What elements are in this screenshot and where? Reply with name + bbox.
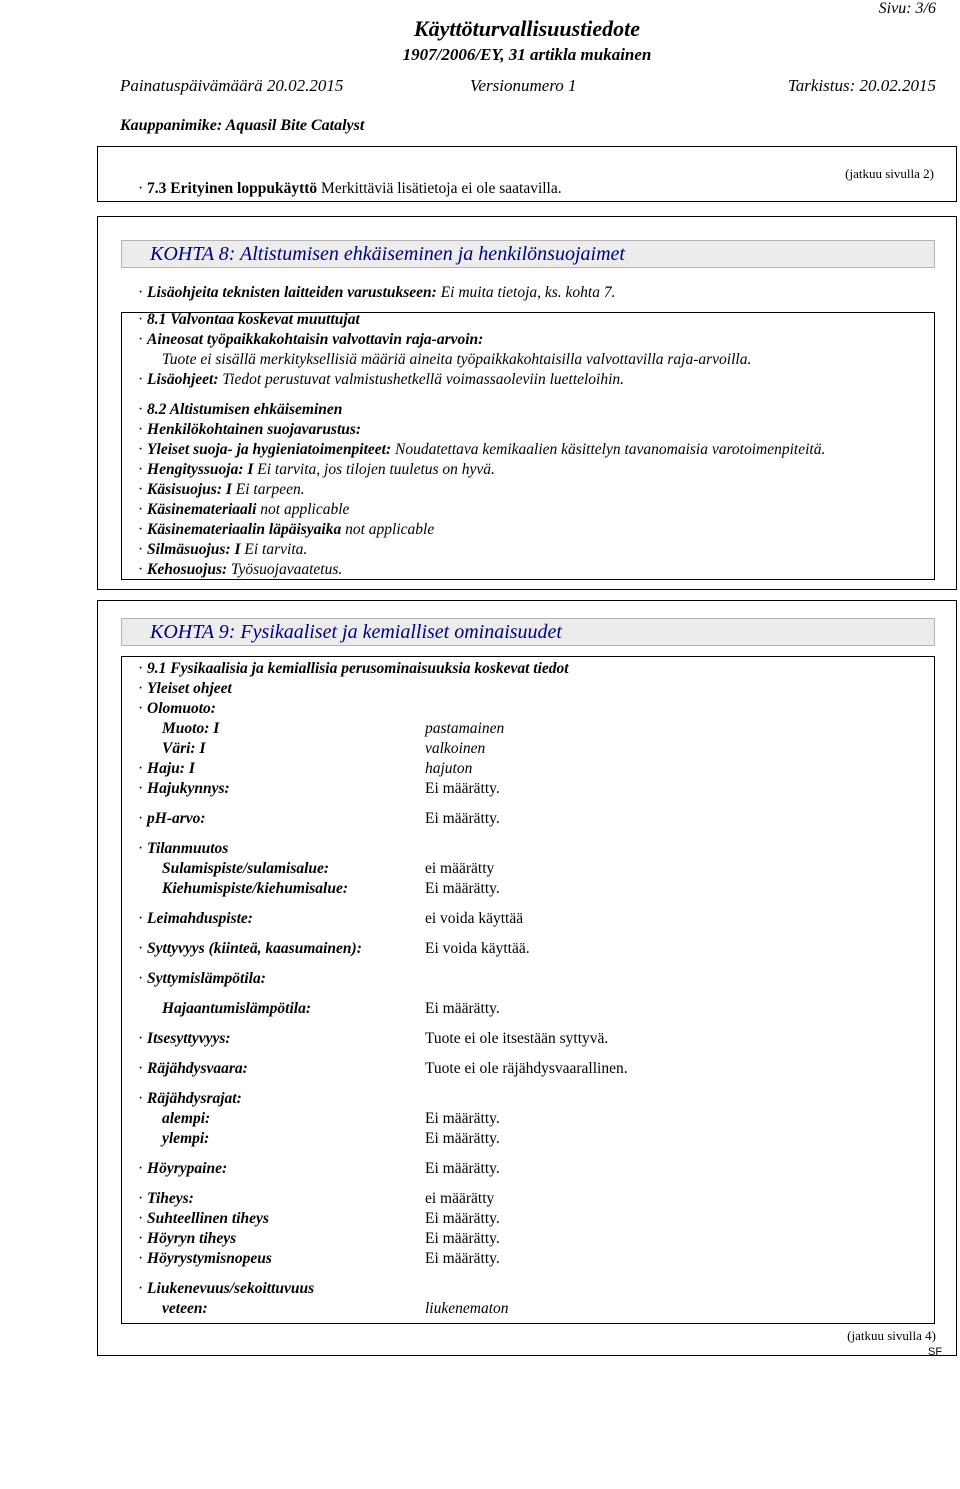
explosion-danger-value: Tuote ei ole räjähdysvaarallinen. (425, 1060, 628, 1077)
odour-value: hajuton (425, 760, 473, 777)
ph-value: Ei määrätty. (425, 810, 500, 827)
colour-value: valkoinen (425, 740, 486, 757)
decomposition-label: Hajaantumislämpötila: (162, 1000, 311, 1017)
colour-label: Väri: I (162, 740, 206, 757)
odour-threshold-value: Ei määrätty. (425, 780, 500, 797)
s8-1-heading: · 8.1 Valvontaa koskevat muuttujat (138, 311, 360, 328)
odour-label: · Haju: I (138, 760, 195, 777)
continued-from: (jatkuu sivulla 2) (845, 166, 934, 181)
trade-name: Kauppanimike: Aquasil Bite Catalyst (120, 117, 365, 134)
boiling-label: Kiehumispiste/kiehumisalue: (162, 880, 349, 897)
flammability-value: Ei voida käyttää. (425, 940, 530, 957)
flammability-label: · Syttyvyys (kiinteä, kaasumainen): (138, 940, 362, 957)
s7-3-label: 7.3 Erityinen loppukäyttö (147, 180, 318, 197)
ingredients-text: Tuote ei sisällä merkityksellisiä määriä aineita työpaikkakohtaisilla valvottavilla raja-arvoilla. (162, 351, 752, 368)
vapour-pressure-value: Ei määrätty. (425, 1160, 500, 1177)
solubility-label: · Liukenevuus/sekoittuvuus (138, 1280, 315, 1297)
continued-to: (jatkuu sivulla 4) (847, 1328, 936, 1343)
upper-limit-label: ylempi: (162, 1130, 210, 1147)
density-value: ei määrätty (425, 1190, 495, 1207)
melting-value: ei määrätty (425, 860, 495, 877)
appearance-label: · Olomuoto: (138, 700, 216, 717)
density-label: · Tiheys: (138, 1190, 194, 1207)
self-ignition-label: · Itsesyttyvyys: (138, 1030, 231, 1047)
revision-date: Tarkistus: 20.02.2015 (787, 76, 936, 95)
section9-title: KOHTA 9: Fysikaaliset ja kemialliset ominaisuudet (121, 618, 935, 646)
lower-limit-label: alempi: (162, 1110, 211, 1127)
vapour-density-value: Ei määrätty. (425, 1230, 500, 1247)
explosion-danger-label: · Räjähdysvaara: (138, 1060, 248, 1077)
decomposition-value: Ei määrätty. (425, 1000, 500, 1017)
form-value: pastamainen (425, 720, 505, 737)
s7-3-line: · 7.3 Erityinen loppukäyttö Merkittäviä lisätietoja ei ole saatavilla. (138, 180, 562, 197)
tech-equipment-line: · Lisäohjeita teknisten laitteiden varustukseen: Ei muita tietoja, ks. kohta 7. (138, 284, 616, 301)
ppe-label: · Henkilökohtainen suojavarustus: (138, 421, 362, 438)
flash-point-value: ei voida käyttää (425, 910, 524, 927)
relative-density-value: Ei määrätty. (425, 1210, 500, 1227)
glove-penetration-line: · Käsinemateriaalin läpäisyaika not applicable (138, 521, 435, 538)
eye-protection-line: · Silmäsuojus: I Ei tarvita. (138, 541, 308, 558)
explosion-limits-label: · Räjähdysrajat: (138, 1090, 242, 1107)
additional-info-line: · Lisäohjeet: Tiedot perustuvat valmistushetkellä voimassaoleviin luetteloihin. (138, 371, 625, 388)
water-label: veteen: (162, 1300, 208, 1317)
section8-title: KOHTA 8: Altistumisen ehkäiseminen ja henkilönsuojaimet (121, 240, 935, 268)
glove-material-line: · Käsinemateriaali not applicable (138, 501, 350, 518)
print-date: Painatuspäivämäärä 20.02.2015 (120, 76, 344, 95)
state-change-label: · Tilanmuutos (138, 840, 229, 857)
s7-3-text: Merkittäviä lisätietoja ei ole saatavilla. (321, 180, 562, 197)
version-number: Versionumero 1 (470, 76, 577, 95)
evaporation-value: Ei määrätty. (425, 1250, 500, 1267)
s8-2-heading: · 8.2 Altistumisen ehkäiseminen (138, 401, 343, 418)
upper-limit-value: Ei määrätty. (425, 1130, 500, 1147)
s9-1-heading: · 9.1 Fysikaalisia ja kemiallisia perusominaisuuksia koskevat tiedot (138, 660, 569, 677)
boiling-value: Ei määrätty. (425, 880, 500, 897)
hygiene-line: · Yleiset suoja- ja hygieniatoimenpiteet: Noudatettava kemikaalien käsittelyn tavanomaisia varotoimenpiteitä. (138, 441, 826, 458)
respiratory-line: · Hengityssuoja: I Ei tarvita, jos tilojen tuuletus on hyvä. (138, 461, 495, 478)
vapour-pressure-label: · Höyrypaine: (138, 1160, 228, 1177)
page-number: Sivu: 3/6 (878, 0, 936, 17)
water-value: liukenematon (425, 1300, 509, 1317)
relative-density-label: · Suhteellinen tiheys (138, 1210, 269, 1227)
lower-limit-value: Ei määrätty. (425, 1110, 500, 1127)
document-title: Käyttöturvallisuustiedote (413, 16, 641, 41)
ph-label: · pH-arvo: (138, 810, 206, 827)
odour-threshold-label: · Hajukynnys: (138, 780, 230, 797)
flash-point-label: · Leimahduspiste: (138, 910, 253, 927)
evaporation-label: · Höyrystymisnopeus (138, 1250, 272, 1267)
document-subtitle: 1907/2006/EY, 31 artikla mukainen (402, 45, 652, 64)
ignition-temp-label: · Syttymislämpötila: (138, 970, 266, 987)
footer-code: SF (928, 1346, 943, 1358)
ingredients-label: · Aineosat työpaikkakohtaisin valvottavin raja-arvoin: (138, 331, 484, 348)
melting-label: Sulamispiste/sulamisalue: (162, 860, 330, 877)
general-info-label: · Yleiset ohjeet (138, 680, 232, 697)
hand-protection-line: · Käsisuojus: I Ei tarpeen. (138, 481, 305, 498)
body-protection-line: · Kehosuojus: Työsuojavaatetus. (138, 561, 343, 578)
self-ignition-value: Tuote ei ole itsestään syttyvä. (425, 1030, 609, 1047)
form-label: Muoto: I (162, 720, 220, 737)
vapour-density-label: · Höyryn tiheys (138, 1230, 237, 1247)
